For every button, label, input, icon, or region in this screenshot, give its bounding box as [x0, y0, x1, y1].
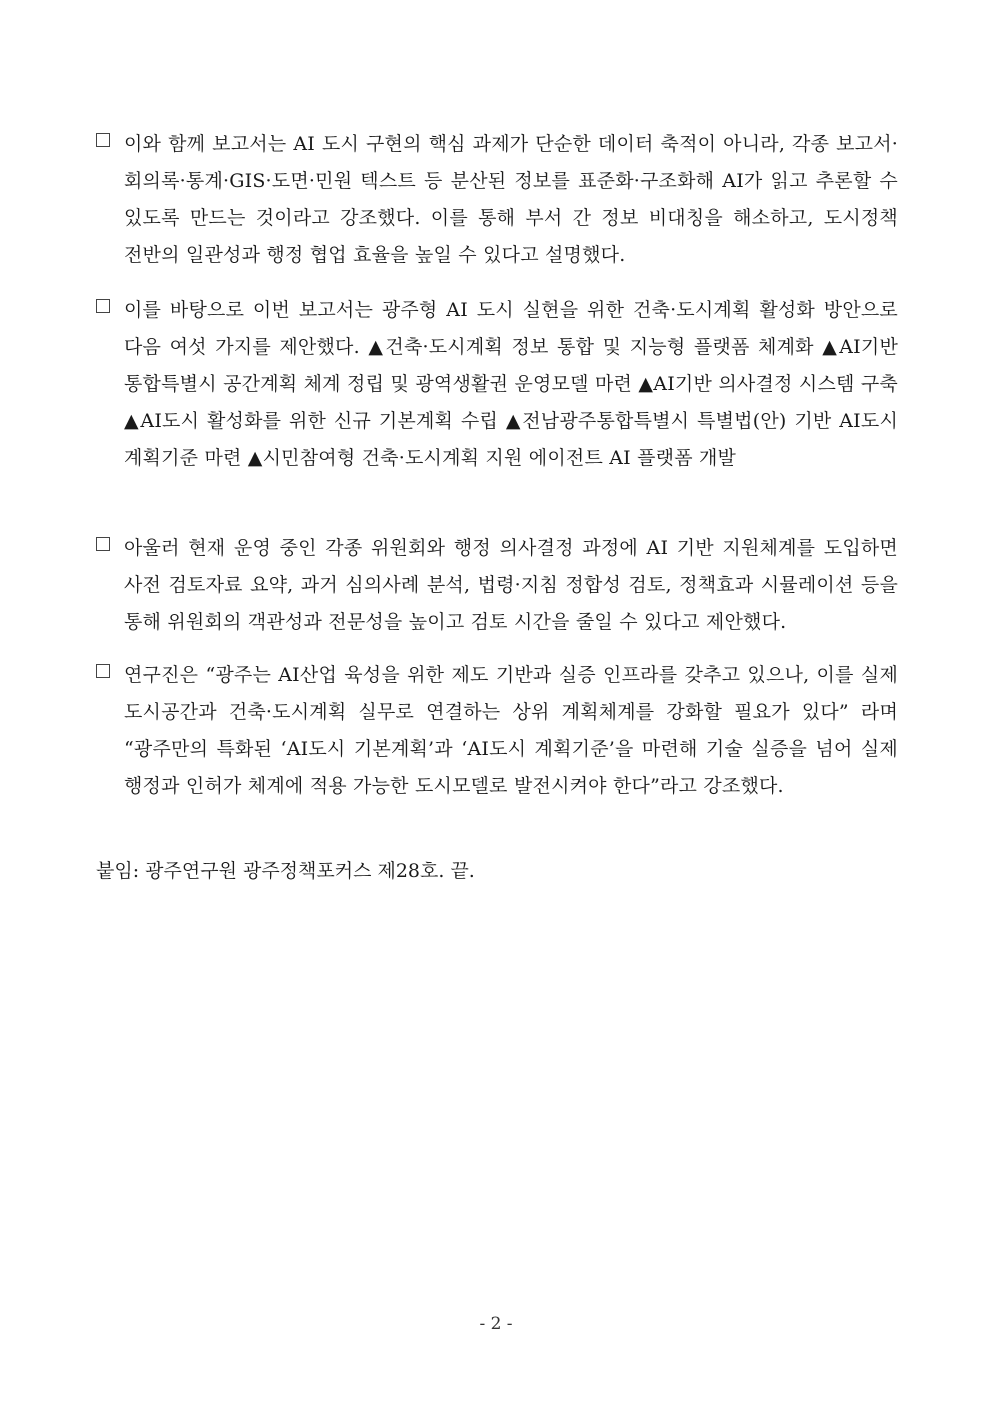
checkbox-bullet-icon — [96, 537, 110, 551]
paragraph-3 — [96, 530, 898, 641]
paragraph-text: 이와 함께 보고서는 AI 도시 구현의 핵심 과제가 단순한 데이터 축적이 아니라, 각종 보고서·회의록·통계·GIS·도면·민원 텍스트 등 분산된 정보를 표준화·구조화해 AI가 읽고 추론할 수 있도록 만드는 것이라고 강조했다. 이를 통해 부서 간 정보 비대칭을 해소하고, 도시정책 전반의 일관성과 행정 협업 효율을 높일 수 있다고 설명했다. — [124, 133, 898, 266]
paragraph-1 — [96, 126, 898, 274]
attachment-note: 붙임: 광주연구원 광주정책포커스 제28호. 끝. — [96, 860, 475, 882]
paragraph-text: 이를 바탕으로 이번 보고서는 광주형 AI 도시 실현을 위한 건축·도시계획 활성화 방안으로 다음 여섯 가지를 제안했다. ▲건축·도시계획 정보 통합 및 지능형 플랫폼 체계화 ▲AI기반 통합특별시 공간계획 체계 정립 및 광역생활권 운영모델 마련 ▲AI기반 의사결정 시스템 구축 ▲AI도시 활성화를 위한 신규 기본계획 수립 ▲전남광주통합특별시 특별법(안) 기반 AI도시 계획기준 마련 ▲시민참여형 건축·도시계획 지원 에이전트 AI 플랫폼 개발 — [124, 299, 898, 469]
paragraph-2 — [96, 292, 898, 477]
checkbox-bullet-icon — [96, 299, 110, 313]
paragraph-4 — [96, 657, 898, 805]
paragraph-text: 연구진은 “광주는 AI산업 육성을 위한 제도 기반과 실증 인프라를 갖추고 있으나, 이를 실제 도시공간과 건축·도시계획 실무로 연결하는 상위 계획체계를 강화할 필요가 있다” 라며 “광주만의 특화된 ‘AI도시 기본계획’과 ‘AI도시 계획기준’을 마련해 기술 실증을 넘어 실제 행정과 인허가 체계에 적용 가능한 도시모델로 발전시켜야 한다”라고 강조했다. — [124, 664, 898, 797]
checkbox-bullet-icon — [96, 664, 110, 678]
page-number: - 2 - — [479, 1314, 513, 1334]
paragraph-text: 아울러 현재 운영 중인 각종 위원회와 행정 의사결정 과정에 AI 기반 지원체계를 도입하면 사전 검토자료 요약, 과거 심의사례 분석, 법령·지침 정합성 검토, 정책효과 시뮬레이션 등을 통해 위원회의 객관성과 전문성을 높이고 검토 시간을 줄일 수 있다고 제안했다. — [124, 537, 898, 633]
checkbox-bullet-icon — [96, 133, 110, 147]
